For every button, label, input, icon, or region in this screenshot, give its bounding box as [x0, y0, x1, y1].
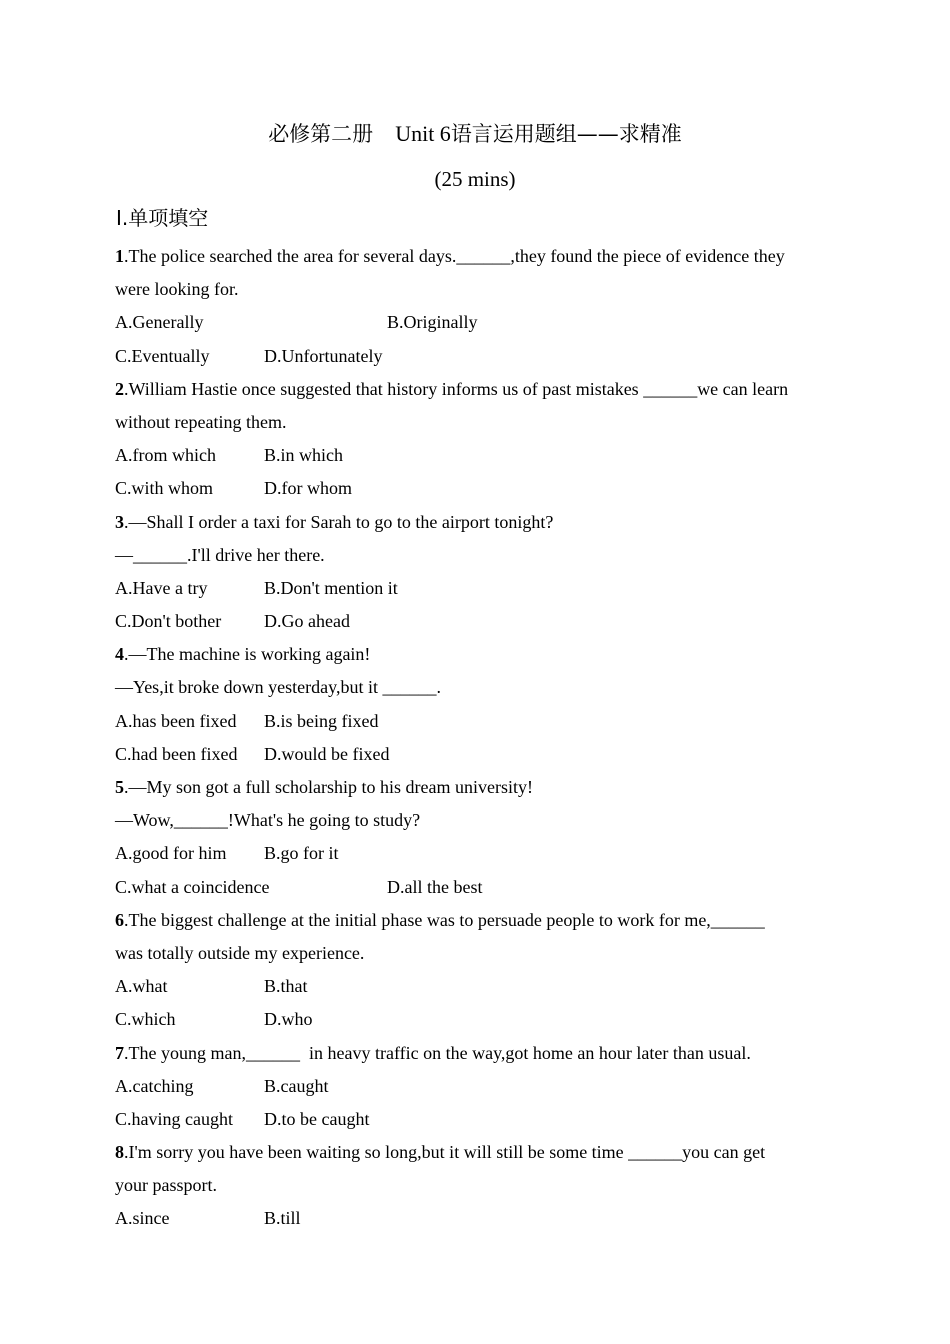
- stem-text: were looking for.: [115, 279, 239, 300]
- option-row: [115, 871, 835, 904]
- question-number: 6: [115, 909, 124, 930]
- option-b: B.till: [264, 1208, 301, 1229]
- stem-text: .The young man,______ in heavy traffic on the way,got home an hour later than usual.: [124, 1042, 751, 1063]
- stem-text: .—The machine is working again!: [124, 644, 371, 665]
- option-row: [115, 1070, 835, 1103]
- option-a: A.from which: [115, 445, 216, 466]
- page-title: [0, 114, 950, 154]
- stem-text: .—My son got a full scholarship to his dream university!: [124, 777, 533, 797]
- question-stem-continued: [115, 539, 835, 572]
- question-list: [115, 240, 835, 1236]
- option-d: D.to be caught: [264, 1108, 370, 1129]
- title-topic: 语言运用题组——求精准: [450, 122, 682, 146]
- question-number: 1: [115, 246, 124, 266]
- option-a: A.what: [115, 976, 168, 997]
- stem-text: .The police searched the area for several days.______,they found the piece of evidence they: [124, 246, 785, 266]
- option-row: [115, 472, 835, 505]
- option-c: C.having caught: [115, 1108, 233, 1129]
- question-number: 7: [115, 1042, 124, 1063]
- stem-text: .William Hastie once suggested that history informs us of past mistakes ______we can learn: [124, 378, 789, 399]
- stem-text: your passport.: [115, 1175, 217, 1196]
- option-row: [115, 738, 835, 771]
- option-b: B.in which: [264, 445, 343, 466]
- option-c: C.which: [115, 1009, 176, 1030]
- stem-text: —Wow,______!What's he going to study?: [115, 810, 421, 831]
- option-c: C.had been fixed: [115, 743, 238, 764]
- question-number: 5: [115, 777, 124, 797]
- question-number: 4: [115, 644, 124, 665]
- question-stem-continued: [115, 273, 835, 306]
- question-stem: [115, 638, 835, 671]
- question-number: 3: [115, 511, 124, 532]
- option-d: D.who: [264, 1009, 313, 1030]
- question-stem: [115, 904, 835, 937]
- option-c: C.Don't bother: [115, 611, 222, 632]
- option-row: [115, 1103, 835, 1136]
- question-stem-continued: [115, 937, 835, 970]
- title-unit: Unit 6: [395, 121, 451, 146]
- title-book: 必修第二册: [268, 122, 374, 146]
- option-row: [115, 705, 835, 738]
- option-row: [115, 340, 835, 373]
- question-number: 2: [115, 378, 124, 399]
- question-stem: [115, 1136, 835, 1169]
- option-b: B.go for it: [264, 843, 339, 864]
- option-d: D.all the best: [387, 876, 483, 897]
- section-heading: Ⅰ.单项填空: [116, 206, 209, 230]
- option-b: B.is being fixed: [264, 710, 379, 731]
- stem-text: —______.I'll drive her there.: [115, 544, 325, 565]
- option-c: C.Eventually: [115, 345, 210, 366]
- question-stem: [115, 1037, 835, 1070]
- option-a: A.catching: [115, 1075, 194, 1096]
- option-a: A.Generally: [115, 312, 204, 333]
- question-stem: [115, 373, 835, 406]
- option-b: B.caught: [264, 1075, 329, 1096]
- option-c: C.what a coincidence: [115, 876, 270, 897]
- option-row: [115, 837, 835, 870]
- option-row: [115, 572, 835, 605]
- question-stem-continued: [115, 671, 835, 704]
- stem-text: without repeating them.: [115, 411, 287, 432]
- option-d: D.Go ahead: [264, 611, 350, 632]
- stem-text: .I'm sorry you have been waiting so long,but it will still be some time ______you can get: [124, 1142, 766, 1163]
- stem-text: was totally outside my experience.: [115, 942, 365, 963]
- option-b: B.Don't mention it: [264, 577, 398, 598]
- question-stem-continued: [115, 1169, 835, 1202]
- question-stem: [115, 771, 835, 804]
- option-row: [115, 1003, 835, 1036]
- option-row: [115, 1202, 835, 1235]
- option-a: A.good for him: [115, 843, 227, 864]
- option-a: A.since: [115, 1208, 170, 1229]
- option-c: C.with whom: [115, 478, 214, 499]
- option-d: D.Unfortunately: [264, 345, 383, 366]
- time-limit: (25 mins): [434, 167, 516, 191]
- question-stem: [115, 240, 835, 273]
- question-stem-continued: [115, 406, 835, 439]
- option-row: [115, 306, 835, 339]
- stem-text: .—Shall I order a taxi for Sarah to go to the airport tonight?: [124, 511, 554, 532]
- option-row: [115, 970, 835, 1003]
- question-number: 8: [115, 1142, 124, 1163]
- question-stem-continued: [115, 804, 835, 837]
- option-row: [115, 605, 835, 638]
- option-b: B.Originally: [387, 312, 478, 333]
- option-d: D.would be fixed: [264, 743, 390, 764]
- option-a: A.Have a try: [115, 577, 208, 598]
- option-b: B.that: [264, 976, 308, 997]
- stem-text: .The biggest challenge at the initial phase was to persuade people to work for me,______: [124, 909, 765, 930]
- stem-text: —Yes,it broke down yesterday,but it ______.: [115, 677, 441, 698]
- option-a: A.has been fixed: [115, 710, 237, 731]
- option-d: D.for whom: [264, 478, 352, 499]
- option-row: [115, 439, 835, 472]
- question-stem: [115, 506, 835, 539]
